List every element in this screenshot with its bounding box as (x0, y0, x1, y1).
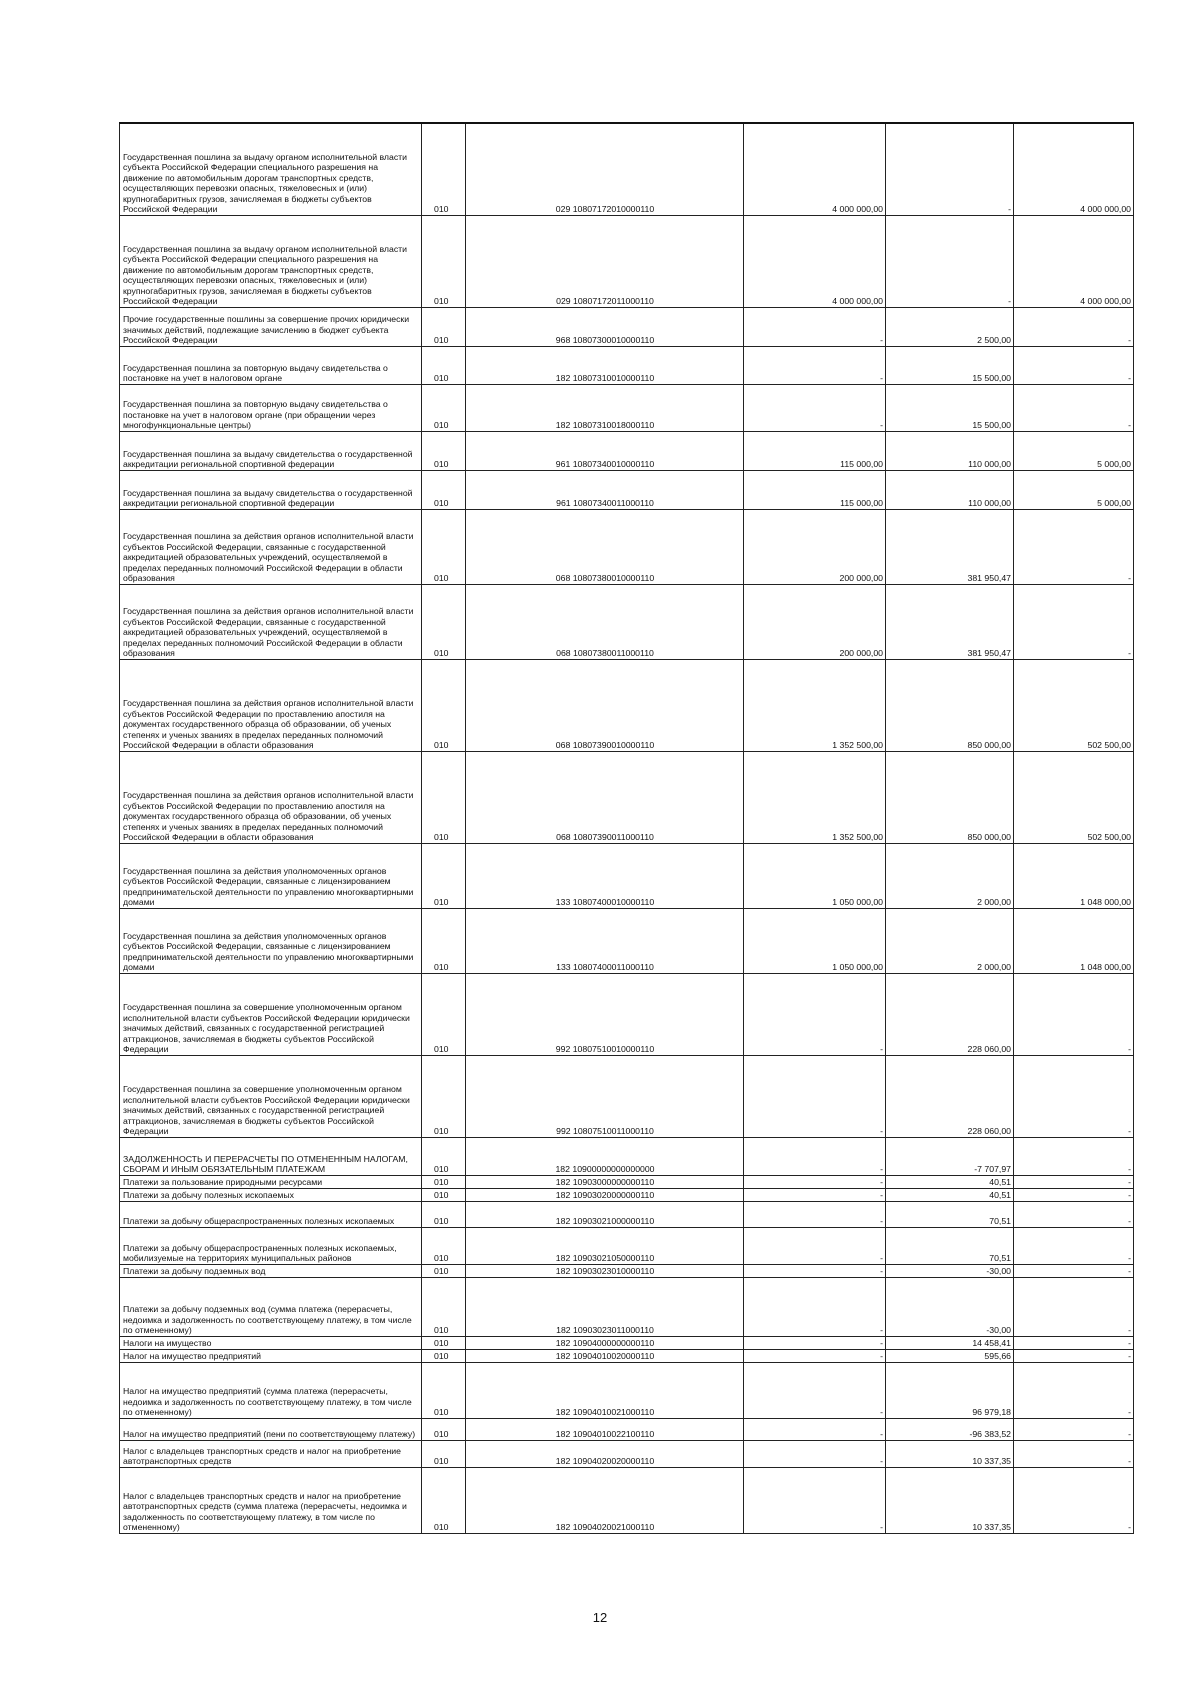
row-name-cell: Платежи за пользование природными ресурсами (120, 1175, 422, 1188)
row-budget-code-cell: 068 10807390010000110 (466, 659, 744, 751)
table-row (120, 1201, 1134, 1227)
row-approved-amount-cell: 4 000 000,00 (744, 123, 886, 215)
row-name-cell: Государственная пошлина за выдачу свидетельства о государственной аккредитации региональной спортивной федерации (120, 431, 422, 470)
row-budget-code-cell: 182 10903023010000110 (466, 1264, 744, 1277)
table-row (120, 1055, 1134, 1137)
table-row (120, 1440, 1134, 1467)
row-approved-amount-cell: - (744, 1440, 886, 1467)
row-executed-amount-cell: 228 060,00 (886, 973, 1014, 1055)
row-line-code-cell: 010 (422, 751, 466, 843)
row-line-code-cell: 010 (422, 1227, 466, 1264)
row-unexecuted-amount-cell: 5 000,00 (1014, 431, 1134, 470)
row-unexecuted-amount-cell: - (1014, 1227, 1134, 1264)
row-executed-amount-cell: 2 500,00 (886, 307, 1014, 346)
row-line-code-cell: 010 (422, 1362, 466, 1418)
row-budget-code-cell: 133 10807400010000110 (466, 843, 744, 908)
row-unexecuted-amount-cell: - (1014, 1264, 1134, 1277)
row-unexecuted-amount-cell: - (1014, 1467, 1134, 1533)
row-name-cell: Налог с владельцев транспортных средств и налог на приобретение автотранспортных средств (120, 1440, 422, 1467)
row-approved-amount-cell: 1 352 500,00 (744, 659, 886, 751)
row-name-cell: Налог с владельцев транспортных средств и налог на приобретение автотранспортных средств (сумма платежа (перерасчеты, недоимка и задолженность по соответствующему платежу, в том числе по отмененному) (120, 1467, 422, 1533)
row-approved-amount-cell: - (744, 384, 886, 431)
row-executed-amount-cell: 110 000,00 (886, 470, 1014, 509)
row-budget-code-cell: 182 10903023011000110 (466, 1277, 744, 1336)
row-budget-code-cell: 182 10904010020000110 (466, 1349, 744, 1362)
row-approved-amount-cell: - (744, 1467, 886, 1533)
row-name-cell: Государственная пошлина за действия органов исполнительной власти субъектов Российской Федерации, связанные с государственной аккредитацией образовательных учреждений, осуществляемой в пределах переданных полномочий Российской Федерации в области образования (120, 509, 422, 584)
row-approved-amount-cell: - (744, 1227, 886, 1264)
row-line-code-cell: 010 (422, 346, 466, 384)
row-line-code-cell: 010 (422, 307, 466, 346)
row-name-cell: Платежи за добычу подземных вод (120, 1264, 422, 1277)
row-unexecuted-amount-cell: - (1014, 1188, 1134, 1201)
row-budget-code-cell: 182 10904000000000110 (466, 1336, 744, 1349)
row-approved-amount-cell: 115 000,00 (744, 431, 886, 470)
row-executed-amount-cell: 70,51 (886, 1227, 1014, 1264)
table-row (120, 973, 1134, 1055)
row-budget-code-cell: 068 10807380010000110 (466, 509, 744, 584)
row-executed-amount-cell: 110 000,00 (886, 431, 1014, 470)
table-row (120, 751, 1134, 843)
table-row (120, 1137, 1134, 1175)
row-approved-amount-cell: 200 000,00 (744, 584, 886, 659)
row-line-code-cell: 010 (422, 1188, 466, 1201)
row-approved-amount-cell: 115 000,00 (744, 470, 886, 509)
row-name-cell: Платежи за добычу общераспространенных полезных ископаемых, мобилизуемые на территориях муниципальных районов (120, 1227, 422, 1264)
row-line-code-cell: 010 (422, 1137, 466, 1175)
table-row (120, 1336, 1134, 1349)
row-executed-amount-cell: 40,51 (886, 1188, 1014, 1201)
table-row (120, 908, 1134, 973)
row-name-cell: Платежи за добычу полезных ископаемых (120, 1188, 422, 1201)
row-line-code-cell: 010 (422, 659, 466, 751)
table-row (120, 1227, 1134, 1264)
row-budget-code-cell: 182 10903000000000110 (466, 1175, 744, 1188)
row-name-cell: Государственная пошлина за повторную выдачу свидетельства о постановке на учет в налоговом органе (при обращении через многофункциональные центры) (120, 384, 422, 431)
row-unexecuted-amount-cell: 4 000 000,00 (1014, 123, 1134, 215)
row-budget-code-cell: 068 10807380011000110 (466, 584, 744, 659)
table-row (120, 1418, 1134, 1440)
row-unexecuted-amount-cell: - (1014, 384, 1134, 431)
row-budget-code-cell: 182 10903021050000110 (466, 1227, 744, 1264)
row-budget-code-cell: 992 10807510011000110 (466, 1055, 744, 1137)
row-name-cell: Государственная пошлина за действия уполномоченных органов субъектов Российской Федерации, связанные с лицензированием предпринимательской деятельности по управлению многоквартирными домами (120, 908, 422, 973)
row-executed-amount-cell: 40,51 (886, 1175, 1014, 1188)
row-line-code-cell: 010 (422, 1349, 466, 1362)
row-budget-code-cell: 961 10807340010000110 (466, 431, 744, 470)
row-name-cell: Платежи за добычу общераспространенных полезных ископаемых (120, 1201, 422, 1227)
row-executed-amount-cell: 10 337,35 (886, 1440, 1014, 1467)
table-row (120, 1188, 1134, 1201)
table-row (120, 470, 1134, 509)
row-approved-amount-cell: 200 000,00 (744, 509, 886, 584)
row-approved-amount-cell: - (744, 1137, 886, 1175)
row-approved-amount-cell: 1 050 000,00 (744, 908, 886, 973)
row-budget-code-cell: 068 10807390011000110 (466, 751, 744, 843)
row-unexecuted-amount-cell: 1 048 000,00 (1014, 843, 1134, 908)
row-line-code-cell: 010 (422, 1418, 466, 1440)
row-name-cell: Платежи за добычу подземных вод (сумма платежа (перерасчеты, недоимка и задолженность по соответствующему платежу, в том числе по отмененному) (120, 1277, 422, 1336)
row-unexecuted-amount-cell: - (1014, 1175, 1134, 1188)
row-unexecuted-amount-cell: - (1014, 973, 1134, 1055)
revenue-table (119, 122, 1134, 1534)
row-executed-amount-cell: 15 500,00 (886, 384, 1014, 431)
row-budget-code-cell: 182 10807310018000110 (466, 384, 744, 431)
table-row (120, 1264, 1134, 1277)
row-name-cell: Государственная пошлина за выдачу органом исполнительной власти субъекта Российской Федерации специального разрешения на движение по автомобильным дорогам транспортных средств, осуществляющих перевозки опасных, тяжеловесных и (или) крупногабаритных грузов, зачисляемая в бюджеты субъектов Российской Федерации (120, 123, 422, 215)
row-name-cell: Налог на имущество предприятий (120, 1349, 422, 1362)
row-line-code-cell: 010 (422, 1277, 466, 1336)
row-line-code-cell: 010 (422, 908, 466, 973)
row-unexecuted-amount-cell: - (1014, 346, 1134, 384)
row-unexecuted-amount-cell: - (1014, 1440, 1134, 1467)
row-budget-code-cell: 182 10904010021000110 (466, 1362, 744, 1418)
row-name-cell: Государственная пошлина за повторную выдачу свидетельства о постановке на учет в налоговом органе (120, 346, 422, 384)
row-line-code-cell: 010 (422, 973, 466, 1055)
row-approved-amount-cell: - (744, 346, 886, 384)
row-unexecuted-amount-cell: - (1014, 584, 1134, 659)
row-approved-amount-cell: - (744, 1175, 886, 1188)
row-executed-amount-cell: 381 950,47 (886, 584, 1014, 659)
row-executed-amount-cell: 595,66 (886, 1349, 1014, 1362)
row-executed-amount-cell: -7 707,97 (886, 1137, 1014, 1175)
row-budget-code-cell: 968 10807300010000110 (466, 307, 744, 346)
row-name-cell: Государственная пошлина за действия органов исполнительной власти субъектов Российской Федерации по проставлению апостиля на документах государственного образца об образовании, об ученых степенях и ученых званиях в пределах переданных полномочий Российской Федерации в области образования (120, 751, 422, 843)
row-line-code-cell: 010 (422, 1201, 466, 1227)
table-row (120, 1467, 1134, 1533)
row-name-cell: Налог на имущество предприятий (сумма платежа (перерасчеты, недоимка и задолженность по соответствующему платежу, в том числе по отмененному) (120, 1362, 422, 1418)
table-row (120, 123, 1134, 215)
row-executed-amount-cell: 96 979,18 (886, 1362, 1014, 1418)
row-unexecuted-amount-cell: - (1014, 1362, 1134, 1418)
row-executed-amount-cell: - (886, 123, 1014, 215)
row-unexecuted-amount-cell: 502 500,00 (1014, 659, 1134, 751)
table-row (120, 215, 1134, 307)
row-unexecuted-amount-cell: - (1014, 1418, 1134, 1440)
row-executed-amount-cell: -96 383,52 (886, 1418, 1014, 1440)
row-approved-amount-cell: - (744, 1418, 886, 1440)
row-budget-code-cell: 182 10903020000000110 (466, 1188, 744, 1201)
row-unexecuted-amount-cell: - (1014, 509, 1134, 584)
row-executed-amount-cell: 381 950,47 (886, 509, 1014, 584)
table-row (120, 1362, 1134, 1418)
table-row (120, 509, 1134, 584)
row-line-code-cell: 010 (422, 215, 466, 307)
row-budget-code-cell: 029 10807172011000110 (466, 215, 744, 307)
row-line-code-cell: 010 (422, 843, 466, 908)
row-budget-code-cell: 133 10807400011000110 (466, 908, 744, 973)
row-name-cell: Государственная пошлина за действия органов исполнительной власти субъектов Российской Федерации, связанные с государственной аккредитацией образовательных учреждений, осуществляемой в пределах переданных полномочий Российской Федерации в области образования (120, 584, 422, 659)
row-line-code-cell: 010 (422, 509, 466, 584)
row-line-code-cell: 010 (422, 1467, 466, 1533)
row-executed-amount-cell: 850 000,00 (886, 659, 1014, 751)
row-approved-amount-cell: - (744, 1349, 886, 1362)
row-budget-code-cell: 182 10807310010000110 (466, 346, 744, 384)
row-approved-amount-cell: - (744, 307, 886, 346)
row-unexecuted-amount-cell: 1 048 000,00 (1014, 908, 1134, 973)
row-budget-code-cell: 961 10807340011000110 (466, 470, 744, 509)
row-name-cell: Государственная пошлина за выдачу свидетельства о государственной аккредитации региональной спортивной федерации (120, 470, 422, 509)
row-name-cell: Налог на имущество предприятий (пени по соответствующему платежу) (120, 1418, 422, 1440)
row-unexecuted-amount-cell: - (1014, 1336, 1134, 1349)
row-name-cell: Государственная пошлина за действия органов исполнительной власти субъектов Российской Федерации по проставлению апостиля на документах государственного образца об образовании, об ученых степенях и ученых званиях в пределах переданных полномочий Российской Федерации в области образования (120, 659, 422, 751)
row-budget-code-cell: 182 10904020020000110 (466, 1440, 744, 1467)
row-approved-amount-cell: - (744, 1188, 886, 1201)
row-approved-amount-cell: - (744, 1264, 886, 1277)
ledger-sheet (119, 122, 1133, 1534)
table-row (120, 431, 1134, 470)
row-unexecuted-amount-cell: 502 500,00 (1014, 751, 1134, 843)
revenue-table-body (120, 123, 1134, 1533)
row-unexecuted-amount-cell: - (1014, 1055, 1134, 1137)
row-approved-amount-cell: - (744, 1362, 886, 1418)
row-executed-amount-cell: 850 000,00 (886, 751, 1014, 843)
row-budget-code-cell: 992 10807510010000110 (466, 973, 744, 1055)
row-line-code-cell: 010 (422, 584, 466, 659)
row-executed-amount-cell: -30,00 (886, 1264, 1014, 1277)
row-unexecuted-amount-cell: 5 000,00 (1014, 470, 1134, 509)
row-executed-amount-cell: 228 060,00 (886, 1055, 1014, 1137)
table-row (120, 843, 1134, 908)
row-name-cell: ЗАДОЛЖЕННОСТЬ И ПЕРЕРАСЧЕТЫ ПО ОТМЕНЕННЫМ НАЛОГАМ, СБОРАМ И ИНЫМ ОБЯЗАТЕЛЬНЫМ ПЛАТЕЖАМ (120, 1137, 422, 1175)
row-executed-amount-cell: 10 337,35 (886, 1467, 1014, 1533)
row-budget-code-cell: 182 10903021000000110 (466, 1201, 744, 1227)
row-name-cell: Государственная пошлина за выдачу органом исполнительной власти субъекта Российской Федерации специального разрешения на движение по автомобильным дорогам транспортных средств, осуществляющих перевозки опасных, тяжеловесных и (или) крупногабаритных грузов, зачисляемая в бюджеты субъектов Российской Федерации (120, 215, 422, 307)
table-row (120, 1349, 1134, 1362)
row-name-cell: Государственная пошлина за совершение уполномоченным органом исполнительной власти субъектов Российской Федерации юридически значимых действий, связанных с государственной регистрацией аттракционов, зачисляемая в бюджеты субъектов Российской Федерации (120, 973, 422, 1055)
row-executed-amount-cell: 14 458,41 (886, 1336, 1014, 1349)
row-line-code-cell: 010 (422, 1336, 466, 1349)
row-line-code-cell: 010 (422, 1264, 466, 1277)
row-unexecuted-amount-cell: 4 000 000,00 (1014, 215, 1134, 307)
row-approved-amount-cell: - (744, 1055, 886, 1137)
table-row (120, 584, 1134, 659)
row-executed-amount-cell: 2 000,00 (886, 908, 1014, 973)
page-number: 12 (592, 1610, 608, 1625)
row-unexecuted-amount-cell: - (1014, 1201, 1134, 1227)
table-row (120, 384, 1134, 431)
table-row (120, 1175, 1134, 1188)
row-executed-amount-cell: 2 000,00 (886, 843, 1014, 908)
row-executed-amount-cell: -30,00 (886, 1277, 1014, 1336)
row-approved-amount-cell: - (744, 1201, 886, 1227)
row-unexecuted-amount-cell: - (1014, 1349, 1134, 1362)
row-name-cell: Государственная пошлина за совершение уполномоченным органом исполнительной власти субъектов Российской Федерации юридически значимых действий, связанных с государственной регистрацией аттракционов, зачисляемая в бюджеты субъектов Российской Федерации (120, 1055, 422, 1137)
row-budget-code-cell: 029 10807172010000110 (466, 123, 744, 215)
row-executed-amount-cell: 70,51 (886, 1201, 1014, 1227)
row-approved-amount-cell: - (744, 973, 886, 1055)
row-approved-amount-cell: 1 050 000,00 (744, 843, 886, 908)
row-budget-code-cell: 182 10904020021000110 (466, 1467, 744, 1533)
row-line-code-cell: 010 (422, 431, 466, 470)
row-approved-amount-cell: - (744, 1336, 886, 1349)
row-unexecuted-amount-cell: - (1014, 307, 1134, 346)
table-row (120, 346, 1134, 384)
row-unexecuted-amount-cell: - (1014, 1277, 1134, 1336)
row-line-code-cell: 010 (422, 123, 466, 215)
row-budget-code-cell: 182 10900000000000000 (466, 1137, 744, 1175)
row-name-cell: Налоги на имущество (120, 1336, 422, 1349)
row-name-cell: Прочие государственные пошлины за совершение прочих юридически значимых действий, подлежащие зачислению в бюджет субъекта Российской Федерации (120, 307, 422, 346)
row-approved-amount-cell: - (744, 1277, 886, 1336)
table-row (120, 1277, 1134, 1336)
row-line-code-cell: 010 (422, 1055, 466, 1137)
table-row (120, 659, 1134, 751)
row-budget-code-cell: 182 10904010022100110 (466, 1418, 744, 1440)
table-row (120, 307, 1134, 346)
row-line-code-cell: 010 (422, 1175, 466, 1188)
row-line-code-cell: 010 (422, 470, 466, 509)
row-approved-amount-cell: 4 000 000,00 (744, 215, 886, 307)
row-executed-amount-cell: 15 500,00 (886, 346, 1014, 384)
row-executed-amount-cell: - (886, 215, 1014, 307)
row-approved-amount-cell: 1 352 500,00 (744, 751, 886, 843)
row-unexecuted-amount-cell: - (1014, 1137, 1134, 1175)
row-line-code-cell: 010 (422, 1440, 466, 1467)
row-name-cell: Государственная пошлина за действия уполномоченных органов субъектов Российской Федерации, связанные с лицензированием предпринимательской деятельности по управлению многоквартирными домами (120, 843, 422, 908)
row-line-code-cell: 010 (422, 384, 466, 431)
